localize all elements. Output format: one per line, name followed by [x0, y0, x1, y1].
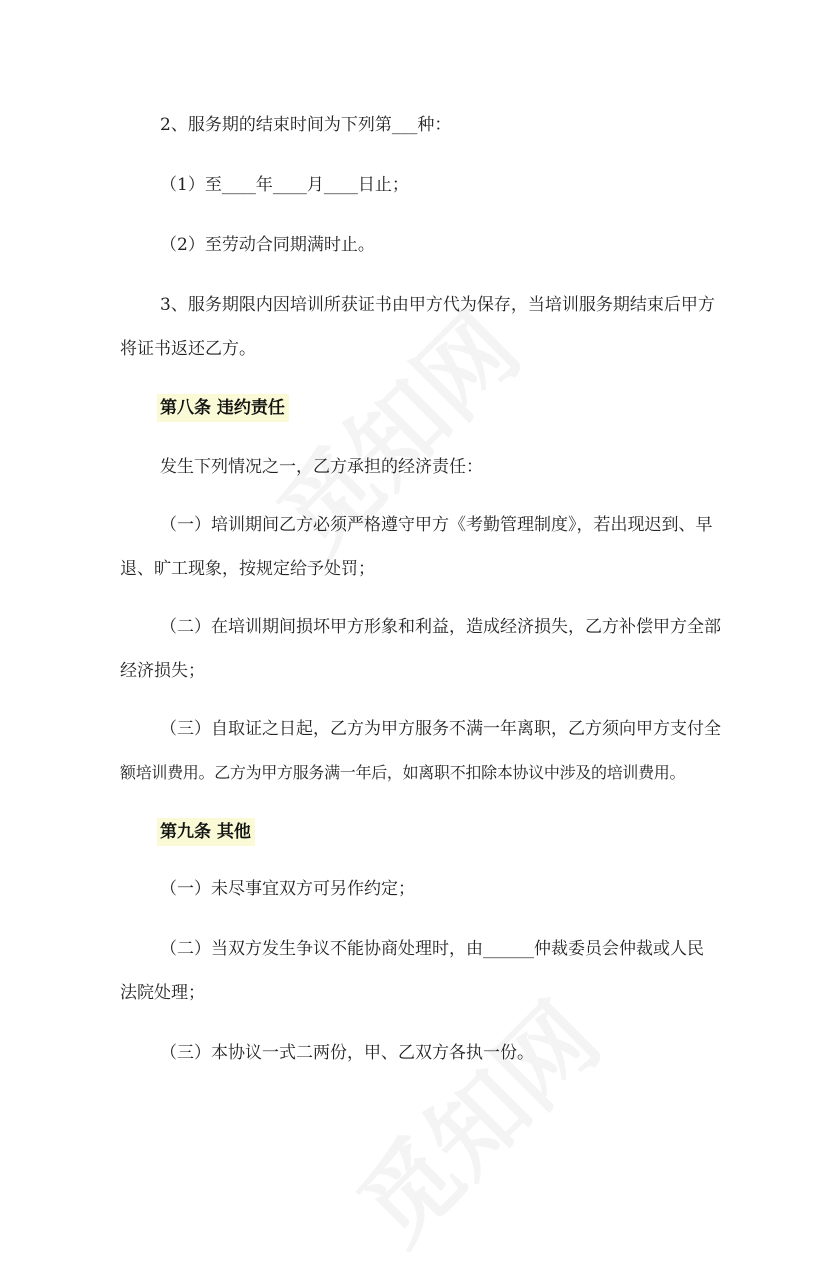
- paragraph: （一）培训期间乙方必须严格遵守甲方《考勤管理制度》，若出现迟到、早: [160, 515, 713, 535]
- paragraph: （三）本协议一式二两份，甲、乙双方各执一份。: [160, 1043, 534, 1063]
- paragraph: （二）在培训期间损坏甲方形象和利益，造成经济损失，乙方补偿甲方全部: [160, 617, 721, 637]
- paragraph: （一）未尽事宜双方可另作约定；: [160, 879, 415, 899]
- watermark: [324, 968, 625, 1269]
- paragraph: （二）当双方发生争议不能协商处理时，由______仲裁委员会仲裁或人民: [160, 939, 704, 959]
- paragraph: 3、服务期限内因培训所获证书由甲方代为保存，当培训服务期结束后甲方: [160, 295, 715, 315]
- paragraph: 额培训费用。乙方为甲方服务满一年后，如离职不扣除本协议中涉及的培训费用。: [120, 763, 686, 782]
- section-heading-8: 第八条 违约责任: [157, 394, 289, 422]
- paragraph: 经济损失；: [120, 661, 205, 681]
- paragraph: （2）至劳动合同期满时止。: [160, 235, 375, 255]
- paragraph: （1）至____年____月____日止；: [160, 175, 409, 195]
- paragraph: 法院处理；: [120, 983, 205, 1003]
- paragraph: 2、服务期的结束时间为下列第___种：: [160, 115, 452, 135]
- paragraph: 将证书返还乙方。: [120, 339, 256, 359]
- paragraph: 发生下列情况之一，乙方承担的经济责任：: [160, 457, 483, 477]
- paragraph: （三）自取证之日起，乙方为甲方服务不满一年离职，乙方须向甲方支付全: [160, 719, 721, 739]
- section-heading-9: 第九条 其他: [157, 818, 255, 846]
- paragraph: 退、旷工现象，按规定给予处罚；: [120, 559, 375, 579]
